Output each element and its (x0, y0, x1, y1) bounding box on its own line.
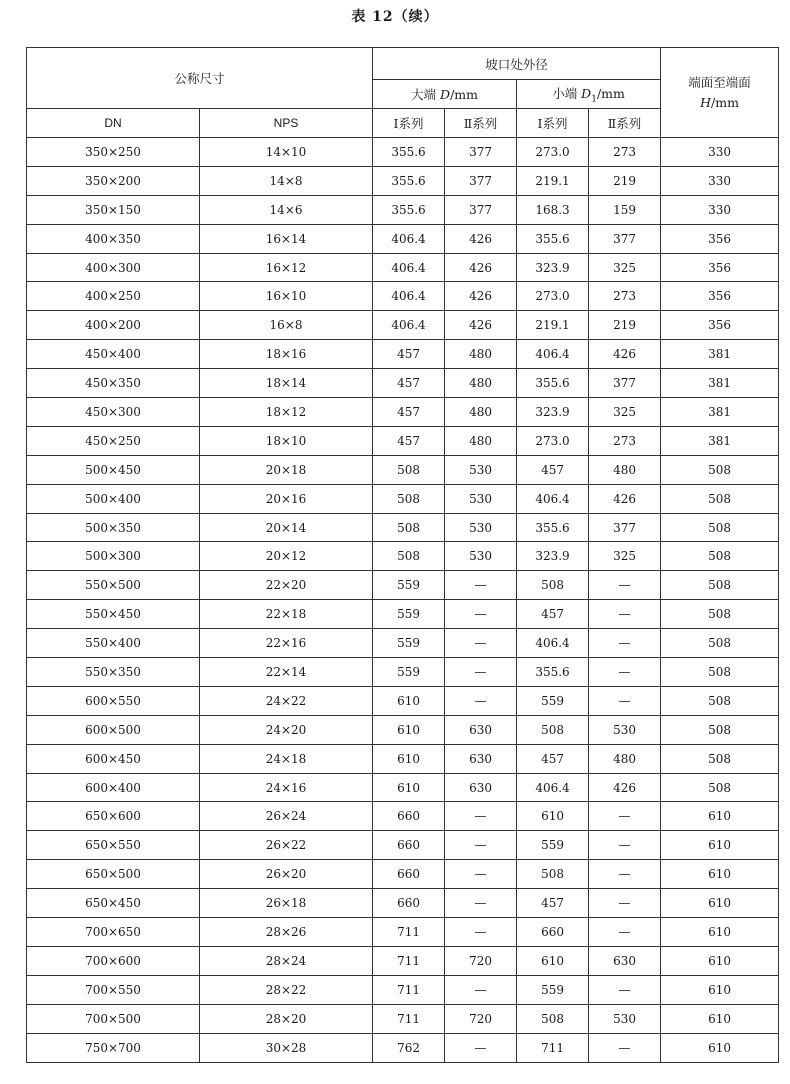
cell-small-series-2: 325 (589, 542, 661, 571)
cell-small-series-1: 610 (517, 802, 589, 831)
cell-end-to-end: 356 (661, 253, 779, 282)
cell-dn: 700×650 (27, 918, 200, 947)
table-row (27, 1004, 779, 1033)
cell-nps: 20×18 (200, 455, 373, 484)
table-row (27, 340, 779, 369)
cell-large-series-2: 530 (445, 455, 517, 484)
cell-nps: 14×6 (200, 195, 373, 224)
cell-large-series-2: 426 (445, 282, 517, 311)
cell-nps: 22×16 (200, 629, 373, 658)
cell-dn: 500×300 (27, 542, 200, 571)
cell-dn: 450×300 (27, 398, 200, 427)
header-nominal-size: 公称尺寸 (27, 48, 373, 109)
cell-large-series-2: 630 (445, 715, 517, 744)
cell-small-series-1: 219.1 (517, 166, 589, 195)
table-row (27, 166, 779, 195)
cell-nps: 20×16 (200, 484, 373, 513)
cell-nps: 28×20 (200, 1004, 373, 1033)
cell-large-series-2: 426 (445, 253, 517, 282)
cell-large-series-2: — (445, 686, 517, 715)
cell-large-series-2: 530 (445, 542, 517, 571)
cell-small-series-1: 273.0 (517, 138, 589, 167)
table-row (27, 686, 779, 715)
cell-large-series-1: 355.6 (373, 166, 445, 195)
cell-small-series-2: — (589, 658, 661, 687)
cell-small-series-1: 457 (517, 455, 589, 484)
cell-large-series-1: 660 (373, 831, 445, 860)
cell-small-series-2: — (589, 975, 661, 1004)
cell-end-to-end: 508 (661, 455, 779, 484)
cell-small-series-1: 406.4 (517, 340, 589, 369)
cell-nps: 22×20 (200, 571, 373, 600)
cell-large-series-1: 508 (373, 455, 445, 484)
cell-end-to-end: 508 (661, 744, 779, 773)
table-caption: 表 12（续） (351, 9, 439, 25)
cell-dn: 600×400 (27, 773, 200, 802)
cell-end-to-end: 610 (661, 831, 779, 860)
cell-large-series-1: 406.4 (373, 282, 445, 311)
cell-dn: 600×550 (27, 686, 200, 715)
cell-large-series-1: 660 (373, 860, 445, 889)
cell-large-series-1: 457 (373, 426, 445, 455)
cell-dn: 450×250 (27, 426, 200, 455)
cell-large-series-1: 660 (373, 802, 445, 831)
cell-large-series-1: 610 (373, 744, 445, 773)
cell-large-series-2: 720 (445, 1004, 517, 1033)
cell-large-series-2: — (445, 1033, 517, 1062)
cell-small-series-1: 508 (517, 860, 589, 889)
cell-small-series-2: — (589, 918, 661, 947)
cell-small-series-2: — (589, 600, 661, 629)
cell-end-to-end: 508 (661, 571, 779, 600)
cell-dn: 650×500 (27, 860, 200, 889)
cell-dn: 600×450 (27, 744, 200, 773)
cell-small-series-1: 406.4 (517, 484, 589, 513)
table-row (27, 253, 779, 282)
cell-large-series-2: 377 (445, 166, 517, 195)
cell-small-series-1: 508 (517, 1004, 589, 1033)
cell-end-to-end: 508 (661, 686, 779, 715)
cell-small-series-1: 610 (517, 946, 589, 975)
table-row (27, 715, 779, 744)
table-row (27, 455, 779, 484)
cell-small-series-1: 406.4 (517, 629, 589, 658)
cell-end-to-end: 330 (661, 166, 779, 195)
cell-dn: 750×700 (27, 1033, 200, 1062)
cell-nps: 26×20 (200, 860, 373, 889)
cell-large-series-1: 559 (373, 571, 445, 600)
cell-large-series-2: — (445, 889, 517, 918)
cell-large-series-1: 406.4 (373, 224, 445, 253)
table-row (27, 398, 779, 427)
cell-large-series-2: 630 (445, 744, 517, 773)
cell-nps: 22×18 (200, 600, 373, 629)
table-row (27, 369, 779, 398)
cell-end-to-end: 381 (661, 369, 779, 398)
cell-nps: 24×16 (200, 773, 373, 802)
cell-nps: 30×28 (200, 1033, 373, 1062)
cell-nps: 16×14 (200, 224, 373, 253)
cell-end-to-end: 330 (661, 195, 779, 224)
cell-large-series-1: 559 (373, 600, 445, 629)
cell-nps: 16×8 (200, 311, 373, 340)
cell-end-to-end: 381 (661, 426, 779, 455)
cell-small-series-2: — (589, 860, 661, 889)
cell-large-series-1: 610 (373, 715, 445, 744)
cell-large-series-1: 406.4 (373, 311, 445, 340)
cell-dn: 400×350 (27, 224, 200, 253)
cell-large-series-1: 711 (373, 946, 445, 975)
cell-large-series-2: 480 (445, 340, 517, 369)
cell-nps: 20×14 (200, 513, 373, 542)
cell-large-series-2: — (445, 802, 517, 831)
cell-dn: 700×600 (27, 946, 200, 975)
cell-small-series-2: 426 (589, 773, 661, 802)
cell-nps: 20×12 (200, 542, 373, 571)
cell-large-series-1: 610 (373, 686, 445, 715)
table-row (27, 426, 779, 455)
table-row (27, 224, 779, 253)
cell-small-series-2: 325 (589, 398, 661, 427)
cell-large-series-2: 480 (445, 369, 517, 398)
cell-small-series-1: 508 (517, 715, 589, 744)
header-nps: NPS (200, 109, 373, 138)
cell-dn: 350×150 (27, 195, 200, 224)
cell-small-series-1: 323.9 (517, 253, 589, 282)
cell-dn: 350×200 (27, 166, 200, 195)
cell-small-series-2: 273 (589, 282, 661, 311)
cell-end-to-end: 610 (661, 860, 779, 889)
cell-end-to-end: 381 (661, 398, 779, 427)
cell-nps: 26×18 (200, 889, 373, 918)
cell-small-series-1: 559 (517, 975, 589, 1004)
cell-large-series-1: 457 (373, 369, 445, 398)
cell-dn: 350×250 (27, 138, 200, 167)
cell-small-series-1: 355.6 (517, 224, 589, 253)
cell-end-to-end: 610 (661, 889, 779, 918)
cell-large-series-1: 711 (373, 918, 445, 947)
cell-dn: 700×550 (27, 975, 200, 1004)
header-end-to-end-label: 端面至端面 (688, 74, 751, 90)
reducer-dimensions-table (26, 47, 779, 1063)
cell-nps: 28×22 (200, 975, 373, 1004)
header-large-series-2: Ⅱ系列 (445, 109, 517, 138)
cell-small-series-1: 323.9 (517, 398, 589, 427)
cell-dn: 600×500 (27, 715, 200, 744)
cell-large-series-1: 355.6 (373, 195, 445, 224)
table-row (27, 975, 779, 1004)
header-end-to-end-unit: H/mm (700, 94, 739, 110)
cell-large-series-2: — (445, 918, 517, 947)
cell-nps: 28×26 (200, 918, 373, 947)
cell-small-series-2: 480 (589, 744, 661, 773)
cell-small-series-2: — (589, 802, 661, 831)
cell-small-series-1: 508 (517, 571, 589, 600)
table-row (27, 658, 779, 687)
cell-dn: 400×300 (27, 253, 200, 282)
cell-small-series-1: 457 (517, 744, 589, 773)
cell-end-to-end: 508 (661, 773, 779, 802)
cell-large-series-2: 530 (445, 513, 517, 542)
cell-large-series-1: 457 (373, 340, 445, 369)
cell-nps: 18×14 (200, 369, 373, 398)
cell-large-series-2: 530 (445, 484, 517, 513)
cell-small-series-2: 325 (589, 253, 661, 282)
cell-dn: 650×550 (27, 831, 200, 860)
cell-small-series-1: 711 (517, 1033, 589, 1062)
cell-nps: 24×18 (200, 744, 373, 773)
cell-end-to-end: 508 (661, 513, 779, 542)
cell-small-series-1: 559 (517, 686, 589, 715)
cell-small-series-2: — (589, 1033, 661, 1062)
cell-dn: 500×450 (27, 455, 200, 484)
cell-end-to-end: 356 (661, 282, 779, 311)
cell-end-to-end: 356 (661, 311, 779, 340)
cell-nps: 28×24 (200, 946, 373, 975)
cell-small-series-2: 377 (589, 224, 661, 253)
cell-dn: 650×600 (27, 802, 200, 831)
cell-large-series-2: 426 (445, 224, 517, 253)
cell-nps: 18×10 (200, 426, 373, 455)
cell-end-to-end: 610 (661, 802, 779, 831)
cell-nps: 16×12 (200, 253, 373, 282)
cell-nps: 24×20 (200, 715, 373, 744)
cell-end-to-end: 508 (661, 484, 779, 513)
header-small-series-1: Ⅰ系列 (517, 109, 589, 138)
cell-large-series-2: — (445, 571, 517, 600)
cell-end-to-end: 610 (661, 975, 779, 1004)
table-row (27, 773, 779, 802)
cell-nps: 16×10 (200, 282, 373, 311)
cell-small-series-2: — (589, 831, 661, 860)
cell-large-series-2: 480 (445, 398, 517, 427)
cell-dn: 400×250 (27, 282, 200, 311)
table-row (27, 629, 779, 658)
cell-large-series-2: — (445, 658, 517, 687)
cell-small-series-2: 159 (589, 195, 661, 224)
cell-dn: 550×350 (27, 658, 200, 687)
cell-small-series-2: — (589, 686, 661, 715)
cell-large-series-1: 508 (373, 484, 445, 513)
cell-end-to-end: 508 (661, 715, 779, 744)
cell-small-series-2: 219 (589, 311, 661, 340)
cell-small-series-2: 530 (589, 1004, 661, 1033)
cell-end-to-end: 610 (661, 1004, 779, 1033)
table-row (27, 831, 779, 860)
table-row (27, 513, 779, 542)
cell-end-to-end: 508 (661, 658, 779, 687)
cell-large-series-2: 426 (445, 311, 517, 340)
cell-small-series-2: — (589, 571, 661, 600)
cell-nps: 26×22 (200, 831, 373, 860)
cell-dn: 450×350 (27, 369, 200, 398)
cell-small-series-1: 355.6 (517, 369, 589, 398)
cell-small-series-1: 457 (517, 889, 589, 918)
table-row (27, 138, 779, 167)
cell-end-to-end: 610 (661, 918, 779, 947)
cell-large-series-1: 711 (373, 1004, 445, 1033)
table-row (27, 311, 779, 340)
cell-dn: 550×400 (27, 629, 200, 658)
cell-nps: 26×24 (200, 802, 373, 831)
header-small-end: 小端 $D_1/mm$ (517, 80, 661, 109)
cell-large-series-2: — (445, 629, 517, 658)
cell-large-series-1: 660 (373, 889, 445, 918)
cell-nps: 18×12 (200, 398, 373, 427)
cell-small-series-1: 323.9 (517, 542, 589, 571)
cell-large-series-2: 377 (445, 138, 517, 167)
cell-nps: 14×10 (200, 138, 373, 167)
cell-dn: 650×450 (27, 889, 200, 918)
table-row (27, 571, 779, 600)
cell-large-series-2: — (445, 600, 517, 629)
cell-large-series-2: — (445, 860, 517, 889)
cell-end-to-end: 508 (661, 629, 779, 658)
table-row (27, 918, 779, 947)
cell-nps: 18×16 (200, 340, 373, 369)
header-large-series-1: Ⅰ系列 (373, 109, 445, 138)
cell-large-series-1: 762 (373, 1033, 445, 1062)
cell-end-to-end: 610 (661, 946, 779, 975)
table-row (27, 802, 779, 831)
cell-nps: 22×14 (200, 658, 373, 687)
cell-small-series-1: 273.0 (517, 282, 589, 311)
cell-large-series-1: 711 (373, 975, 445, 1004)
cell-small-series-2: — (589, 629, 661, 658)
header-small-series-2: Ⅱ系列 (589, 109, 661, 138)
cell-small-series-2: 530 (589, 715, 661, 744)
table-row (27, 195, 779, 224)
table-row (27, 744, 779, 773)
cell-large-series-1: 508 (373, 513, 445, 542)
cell-nps: 14×8 (200, 166, 373, 195)
cell-small-series-2: 219 (589, 166, 661, 195)
cell-large-series-2: — (445, 975, 517, 1004)
cell-end-to-end: 610 (661, 1033, 779, 1062)
cell-small-series-2: 273 (589, 426, 661, 455)
cell-dn: 500×350 (27, 513, 200, 542)
cell-large-series-1: 457 (373, 398, 445, 427)
cell-large-series-1: 559 (373, 658, 445, 687)
cell-end-to-end: 508 (661, 600, 779, 629)
table-row (27, 282, 779, 311)
table-body (27, 138, 779, 1063)
cell-small-series-2: — (589, 889, 661, 918)
cell-small-series-1: 219.1 (517, 311, 589, 340)
cell-small-series-2: 480 (589, 455, 661, 484)
cell-end-to-end: 356 (661, 224, 779, 253)
cell-large-series-2: — (445, 831, 517, 860)
cell-small-series-2: 426 (589, 340, 661, 369)
table-row (27, 860, 779, 889)
cell-large-series-2: 480 (445, 426, 517, 455)
cell-large-series-1: 355.6 (373, 138, 445, 167)
cell-small-series-1: 660 (517, 918, 589, 947)
table-row (27, 484, 779, 513)
cell-large-series-1: 508 (373, 542, 445, 571)
table-row (27, 600, 779, 629)
cell-dn: 700×500 (27, 1004, 200, 1033)
cell-small-series-2: 377 (589, 369, 661, 398)
header-bevel-od: 坡口处外径 (373, 48, 661, 80)
cell-large-series-2: 377 (445, 195, 517, 224)
cell-large-series-2: 630 (445, 773, 517, 802)
cell-end-to-end: 381 (661, 340, 779, 369)
cell-dn: 550×450 (27, 600, 200, 629)
cell-large-series-1: 559 (373, 629, 445, 658)
cell-large-series-1: 406.4 (373, 253, 445, 282)
cell-large-series-1: 610 (373, 773, 445, 802)
cell-small-series-1: 355.6 (517, 658, 589, 687)
header-dn: DN (27, 109, 200, 138)
table-row (27, 946, 779, 975)
cell-end-to-end: 330 (661, 138, 779, 167)
cell-small-series-1: 168.3 (517, 195, 589, 224)
cell-small-series-2: 377 (589, 513, 661, 542)
cell-large-series-2: 720 (445, 946, 517, 975)
cell-small-series-1: 559 (517, 831, 589, 860)
cell-small-series-1: 355.6 (517, 513, 589, 542)
header-end-to-end (661, 48, 779, 138)
cell-nps: 24×22 (200, 686, 373, 715)
cell-small-series-1: 457 (517, 600, 589, 629)
cell-small-series-2: 426 (589, 484, 661, 513)
cell-small-series-1: 406.4 (517, 773, 589, 802)
table-row (27, 542, 779, 571)
table-row (27, 889, 779, 918)
table-row (27, 1033, 779, 1062)
cell-dn: 500×400 (27, 484, 200, 513)
cell-small-series-1: 273.0 (517, 426, 589, 455)
cell-small-series-2: 630 (589, 946, 661, 975)
cell-end-to-end: 508 (661, 542, 779, 571)
header-large-end: 大端 D/mm (373, 80, 517, 109)
cell-small-series-2: 273 (589, 138, 661, 167)
cell-dn: 550×500 (27, 571, 200, 600)
cell-dn: 400×200 (27, 311, 200, 340)
cell-dn: 450×400 (27, 340, 200, 369)
